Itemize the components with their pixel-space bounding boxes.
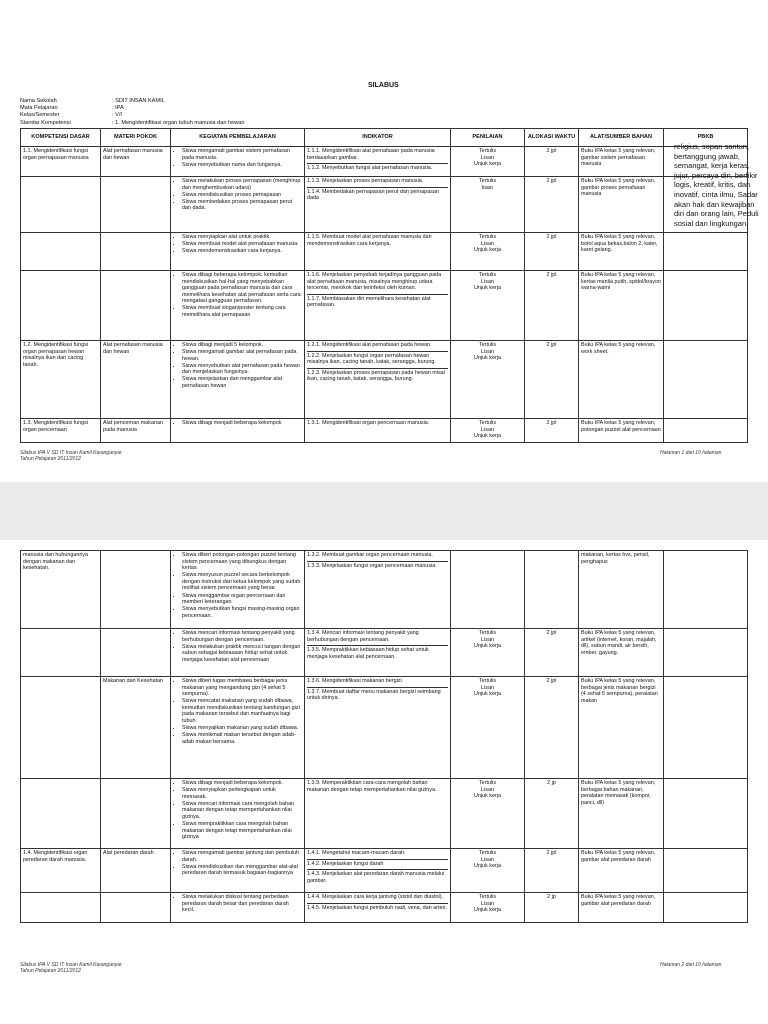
cell-materi-pokok xyxy=(101,893,171,923)
cell-alat-sumber: Buku IPA kelas 5 yang relevan, gambar sistem pernafasan manusia xyxy=(579,147,664,177)
cell-materi-pokok: Alat peredaran darah xyxy=(101,849,171,893)
cell-alokasi-waktu: 2 jpl xyxy=(525,271,579,341)
cell-penilaian xyxy=(451,147,525,177)
kegiatan-item: • Siswa diberi tugas membawa berbagai jenis makanan yang mengandung gizi (4 sehat 5 sempurna). xyxy=(182,678,302,698)
kegiatan-list xyxy=(173,678,302,745)
penilaian-item: Lisan xyxy=(481,786,494,793)
penilaian-item: Unjuk kerja xyxy=(474,433,501,440)
kegiatan-item: • Siswa menjelaskan dan menggambar alat pernafasan hewan xyxy=(182,376,302,389)
kegiatan-item: • Siswa menyebutkan fungsi masing-masing organ pencernaan. xyxy=(182,606,302,619)
kegiatan-item: • Siswa menggambar organ pencernaan dan memberi keterangan xyxy=(182,593,302,606)
penilaian-item: Tertulis xyxy=(478,234,497,240)
kegiatan-item: • Siswa mengamati gambar alat pernafasan pada hewan. xyxy=(182,349,302,362)
cell-kompetensi-dasar xyxy=(21,779,101,849)
penilaian-item: Unjuk kerja xyxy=(474,793,501,800)
penilaian-item: Lisan xyxy=(481,278,494,285)
cell-pbkb xyxy=(664,233,748,271)
indikator-item: 1.3.2. Membuat gambar organ pencernaan manusia. xyxy=(307,552,433,558)
cell-penilaian xyxy=(451,551,525,629)
cell-kegiatan xyxy=(171,233,305,271)
indikator-item: 1.3.3. Menjelaskan fungsi organ pencernaan manusia. xyxy=(307,561,448,570)
meta-row-standard xyxy=(20,120,420,127)
kegiatan-list xyxy=(173,272,302,319)
header-meta xyxy=(20,98,420,128)
indikator-item: 1.2.3. Menjelaskan proses pernapasan pada hewan misal ikan, cacing tanah, katak, serangga, burung. xyxy=(307,368,448,383)
cell-penilaian xyxy=(451,271,525,341)
meta-value: : SDIT INSAN KAMIL xyxy=(112,98,165,104)
meta-label: Kelas/Semester xyxy=(20,112,60,119)
penilaian-item: Unjuk kerja xyxy=(474,863,501,870)
cell-alat-sumber: Buku IPA kelas 5 yang relevan, botol aqua bekas,balon 2, kater, karet gelang. xyxy=(579,233,664,271)
kegiatan-item: • Siswa mendiskusikan proses pernapasan xyxy=(182,192,302,199)
kegiatan-item: • Siswa mendiskusikan dan menggambar alat-alat peredaran darah termasuk bagaian-bagiannya xyxy=(182,864,302,877)
kegiatan-item: • Siswa menyajikan makanan yang sudah dibawa. xyxy=(182,725,302,732)
indikator-item: 1.3.9. Memperaktikkan cara-cara mengolah bahan makanan dengan tetap mempertahankan nilai gizinya. xyxy=(307,780,437,793)
kegiatan-list xyxy=(173,148,302,168)
document-page-1 xyxy=(0,0,768,482)
cell-alat-sumber: Buku IPA kelas 5 yang relevan, berbagai jenis makanan bergizi (4 sehat 5 sempurna), peralatan makan xyxy=(579,677,664,779)
cell-materi-pokok xyxy=(101,629,171,677)
cell-kompetensi-dasar: 1.3. Mengidentifikasi fungsi organ pencernaan xyxy=(21,419,101,443)
penilaian-item: Tertulis xyxy=(478,850,497,856)
cell-materi-pokok: Alat pencernan makanan pada manusia xyxy=(101,419,171,443)
cell-alat-sumber: Buku IPA kelas 5 yang relevan, artikel (internet, koran, majalah, dll), sabun mandi, air bersih, ember, gayung. xyxy=(579,629,664,677)
cell-kompetensi-dasar xyxy=(21,629,101,677)
indikator-item: 1.3.6. Mengidentifikasi makanan bergizi. xyxy=(307,678,404,684)
table-row xyxy=(21,419,748,443)
meta-label: Mata Pelajaran xyxy=(20,105,58,112)
meta-row-subject xyxy=(20,105,420,112)
cell-indikator xyxy=(305,233,451,271)
footer-school: Silabus IPA V SD IT Insan Kamil Karanganyar xyxy=(20,450,122,456)
cell-penilaian xyxy=(451,419,525,443)
cell-indikator xyxy=(305,551,451,629)
cell-materi-pokok xyxy=(101,271,171,341)
table-body xyxy=(21,147,748,443)
penilaian-item: Tertulis xyxy=(478,420,497,426)
cell-pbkb xyxy=(664,629,748,677)
cell-kegiatan xyxy=(171,677,305,779)
cell-pbkb xyxy=(664,271,748,341)
penilaian-item: Tertulis xyxy=(478,342,497,348)
indikator-item: 1.3.5. Mempraktikkan kebiasaan hidup sehat untuk menjaga kesehatan alat pencernaan. xyxy=(307,645,448,660)
kegiatan-item: • Siswa mencari informasi cara mengolah bahan makanan dengan tetap mempertahankan nilai gizinya. xyxy=(182,801,302,821)
meta-row-class xyxy=(20,112,420,119)
cell-penilaian xyxy=(451,677,525,779)
column-header: MATERI POKOK xyxy=(101,129,171,147)
cell-pbkb xyxy=(664,341,748,419)
penilaian-item: Lisan xyxy=(481,684,494,691)
footer-year: Tahun Pelajaran 2011/2012 xyxy=(20,968,81,974)
kegiatan-item: • Siswa melakukan proses pernapasan (menghirup dan menghembuskan udara) xyxy=(182,178,302,191)
cell-indikator xyxy=(305,419,451,443)
kegiatan-list xyxy=(173,178,302,212)
meta-value: : IPA xyxy=(112,105,124,112)
kegiatan-item: • Siswa menyiapkan alat untuk praktik. xyxy=(182,234,302,241)
cell-kompetensi-dasar: 1.1. Mengidentifikasi fungsi organ pernapasan manusia xyxy=(21,147,101,177)
table-row xyxy=(21,551,748,629)
cell-materi-pokok xyxy=(101,779,171,849)
penilaian-item: Tertulis xyxy=(478,148,497,154)
column-header: KEGIATAN PEMBELAJARAN xyxy=(171,129,305,147)
cell-materi-pokok: Alat pernafasan manusia dan hewan xyxy=(101,147,171,177)
cell-kegiatan xyxy=(171,419,305,443)
meta-row-school xyxy=(20,98,420,105)
cell-pbkb xyxy=(664,419,748,443)
cell-indikator xyxy=(305,779,451,849)
indikator-item: 1.2.2. Menjelaskan fungsi organ pernafasan hewan misalnya ikan, cacing tanah, katak, serangga, burung. xyxy=(307,351,448,366)
indikator-item: 1.4.1. Mengetahui macam-macam darah. xyxy=(307,850,406,856)
indikator-item: 1.1.1. Mengidentifikasi alat pernafasan pada manusia berdasarkan gambar. xyxy=(307,148,435,161)
table-header-row xyxy=(21,129,748,147)
kegiatan-list xyxy=(173,780,302,841)
cell-penilaian xyxy=(451,629,525,677)
kegiatan-item: • Siswa membuat model alat pernafasan manusia. xyxy=(182,241,302,248)
kegiatan-item: • Siswa mengamati gambar sistem pernafasan pada manusia. xyxy=(182,148,302,161)
kegiatan-item: • Siswa dibagi menjadi beberapa kelompok. xyxy=(182,780,302,787)
cell-kompetensi-dasar xyxy=(21,177,101,233)
kegiatan-item: • Siswa dibagi beberapa kelompok, kemudian mendiskusikan hal-hal yang menyebabkan gangguan pada pernafasan manusia dan cara memelihara kesehatan alat pernafasan serta cara mengatasi gangguan pernafasan. xyxy=(182,272,302,305)
cell-alokasi-waktu xyxy=(525,551,579,629)
cell-alat-sumber: Buku IPA kelas 5 yang relevan, potongan puzzel alat pencernaan xyxy=(579,419,664,443)
footer-left xyxy=(20,962,122,974)
penilaian-item: Tertulis xyxy=(478,678,497,684)
cell-alat-sumber: Buku IPA kelas 5 yang relevan, gambar proses pernafasan manusia xyxy=(579,177,664,233)
penilaian-item: Lisan xyxy=(481,426,494,433)
kegiatan-item: • Siswa mengamati gambar jantung dan pembuluh darah. xyxy=(182,850,302,863)
table-row xyxy=(21,271,748,341)
cell-alokasi-waktu: 2 jpl xyxy=(525,233,579,271)
column-header: INDIKATOR xyxy=(305,129,451,147)
cell-materi-pokok xyxy=(101,177,171,233)
kegiatan-item: • Siswa membuat slogan/poster tentang cara memelihara alat pernapasan xyxy=(182,305,302,318)
column-header: ALAT/SUMBER BAHAN xyxy=(579,129,664,147)
cell-alat-sumber: Buku IPA kelas 5 yang relevan, gambar alat peredaran darah xyxy=(579,893,664,923)
indikator-item: 1.1.2. Menyebutkan fungsi alat pernafasan manusia. xyxy=(307,163,448,172)
cell-pbkb xyxy=(664,849,748,893)
kegiatan-list xyxy=(173,552,302,619)
indikator-item: 1.4.5. Menjelaskan fungsi pembuluh nadi, vena, dan arteri. xyxy=(307,904,447,911)
penilaian-item: Tertulis xyxy=(478,780,497,786)
pbkb-text: religius, sopan santun, bertanggung jawab, semangat, kerja keras, jujur, percaya diri, berfikir logis, kreatif, kritis, dan inovatif, cinta ilmu, Sadar akan hak dan kewajiban diri dan orang lain, Peduli sosial dan lingkungan. xyxy=(674,142,759,228)
penilaian-item: Lisan xyxy=(481,348,494,355)
indikator-item: 1.3.7. Membuat daftar menu makanan bergizi seimbang untuk dirinya. xyxy=(307,687,448,702)
cell-materi-pokok xyxy=(101,233,171,271)
cell-materi-pokok xyxy=(101,551,171,629)
cell-alokasi-waktu: 2 jpl xyxy=(525,341,579,419)
cell-kegiatan xyxy=(171,893,305,923)
column-header: ALOKASI WAKTU xyxy=(525,129,579,147)
table-row xyxy=(21,893,748,923)
footer-year: Tahun Pelajaran 2011/2012 xyxy=(20,456,81,462)
table-row xyxy=(21,779,748,849)
cell-kompetensi-dasar xyxy=(21,271,101,341)
cell-penilaian xyxy=(451,893,525,923)
penilaian-item: Unjuk kerja xyxy=(474,907,501,914)
cell-indikator xyxy=(305,629,451,677)
penilaian-item: Unjuk kerja xyxy=(474,285,501,292)
document-page-2 xyxy=(0,540,768,1024)
cell-alat-sumber: Buku IPA kelas 5 yang relevan, gambar alat peredaran darah xyxy=(579,849,664,893)
cell-kegiatan xyxy=(171,147,305,177)
indikator-item: 1.4.4. Menjelaskan cara kerja jantung (sistol dan diastol). xyxy=(307,894,444,900)
kegiatan-item: • Siswa mempraktikkan cara mengolah bahan makanan dengan tetap mempertahankan nilai gizinya xyxy=(182,821,302,841)
cell-alokasi-waktu: 2 jpl xyxy=(525,677,579,779)
cell-alat-sumber: Buku IPA kelas 5 yang relevan, work sheet. xyxy=(579,341,664,419)
table-body xyxy=(21,551,748,923)
penilaian-item: Tertulis xyxy=(478,178,497,184)
kegiatan-list xyxy=(173,420,302,427)
syllabus-table-page-1 xyxy=(20,128,748,443)
cell-alokasi-waktu: 2 jpl xyxy=(525,177,579,233)
cell-pbkb xyxy=(664,551,748,629)
table-row xyxy=(21,341,748,419)
meta-value: : 1. Mengidentifikasi organ tubuh manusia dan hewan xyxy=(112,119,245,126)
page-title: SILABUS xyxy=(368,82,399,89)
cell-kegiatan xyxy=(171,779,305,849)
table-row xyxy=(21,233,748,271)
cell-penilaian xyxy=(451,779,525,849)
penilaian-item: Unjuk kerja xyxy=(474,161,501,168)
indikator-item: 1.3.4. Mencari informasi tentang penyakit yang berhubungan dengan pencernaan. xyxy=(307,630,419,643)
footer-page-number: Halaman 2 dari 10 halaman xyxy=(660,962,722,968)
meta-label: Standar Kompetensi xyxy=(20,119,71,126)
kegiatan-item: • Siswa menikmati makan tersebut dengan adab-adab makan bersama. xyxy=(182,732,302,745)
footer-page-number: Halaman 1 dari 10 halaman xyxy=(660,450,722,456)
kegiatan-list xyxy=(173,850,302,877)
penilaian-item: Tertulis xyxy=(478,272,497,278)
cell-alokasi-waktu: 2 jp xyxy=(525,779,579,849)
kegiatan-list xyxy=(173,894,302,914)
column-header: PENILAIAN xyxy=(451,129,525,147)
penilaian-item: Unjuk kerja xyxy=(474,247,501,254)
cell-alokasi-waktu: 2 jpl xyxy=(525,629,579,677)
kegiatan-list xyxy=(173,630,302,663)
cell-kompetensi-dasar xyxy=(21,893,101,923)
indikator-item: 1.1.5. Membuat model alat pernafasan manusia dan mendemonstrasikan cara kerjanya. xyxy=(307,234,432,247)
penilaian-item: Lisan xyxy=(481,856,494,863)
penilaian-item: lisan xyxy=(481,184,494,191)
kegiatan-item: • Siswa membedakan proses pernapasan perut dan dada. xyxy=(182,199,302,212)
indikator-item: 1.1.3. Menjelaskan proses pernapasan manusia. xyxy=(307,178,424,184)
cell-alokasi-waktu: 2 jp xyxy=(525,893,579,923)
indikator-item: 1.1.7. Membiasakan diri memelihara kesehatan alat pernafasan. xyxy=(307,294,448,309)
cell-alokasi-waktu: 2 jpl xyxy=(525,849,579,893)
indikator-item: 1.2.1. Mengidentifikasi alat pernafasan pada hewan. xyxy=(307,342,432,348)
kegiatan-item: • Siswa menyebutkan alat pernafasan pada hewan dan menjelaskan fungsinya. xyxy=(182,363,302,376)
penilaian-item: Lisan xyxy=(481,154,494,161)
cell-penilaian xyxy=(451,177,525,233)
cell-kegiatan xyxy=(171,177,305,233)
cell-kompetensi-dasar: manusia dan hubungannya dengan makanan dan kesehatan. xyxy=(21,551,101,629)
cell-pbkb xyxy=(664,779,748,849)
cell-materi-pokok: Makanan dan Kesehatan xyxy=(101,677,171,779)
footer-school: Silabus IPA V SD IT Insan Kamil Karanganyar xyxy=(20,962,122,968)
cell-indikator xyxy=(305,341,451,419)
penilaian-item: Unjuk kerja xyxy=(474,355,501,362)
kegiatan-item: • Siswa dibagi menjadi beberapa kelompok xyxy=(182,420,302,427)
footer-left xyxy=(20,450,122,462)
kegiatan-item: • Siswa melakukan diskusi tentang perbedaan peredaran darah besar dan peredaran darah kecil. xyxy=(182,894,302,914)
cell-indikator xyxy=(305,677,451,779)
indikator-item: 1.3.1. Mengidentifikasi organ pencernaan manusia. xyxy=(307,420,430,426)
cell-pbkb xyxy=(664,893,748,923)
cell-indikator xyxy=(305,893,451,923)
cell-kompetensi-dasar: 1.4. Mengidentifikasi organ peredaran darah manusia. xyxy=(21,849,101,893)
cell-penilaian xyxy=(451,849,525,893)
indikator-item: 1.4.2. Menjelaskan fungsi darah xyxy=(307,859,448,868)
penilaian-item: Tertulis xyxy=(478,894,497,900)
cell-alokasi-waktu: 2 jpl xyxy=(525,147,579,177)
cell-alat-sumber: Buku IPA kelas 5 yang relevan, kertas manila putih, spidol/krayon warna-warni xyxy=(579,271,664,341)
kegiatan-item: • Siswa mencari informasi tentang penyakit yang berhubungan dengan pencernaan. xyxy=(182,630,302,643)
cell-kompetensi-dasar xyxy=(21,233,101,271)
cell-materi-pokok: Alat pernafasan manusia dan hewan xyxy=(101,341,171,419)
cell-kegiatan xyxy=(171,341,305,419)
cell-indikator xyxy=(305,177,451,233)
meta-label: Nama Sekolah xyxy=(20,98,57,104)
indikator-item: 1.4.3. Menjelaskan alat peredaran darah manusia melalui gambar. xyxy=(307,869,448,884)
cell-kegiatan xyxy=(171,849,305,893)
kegiatan-item: • Siswa diberi potongan-potongan puzzel tentang sistem pencernaan yang dibungkus dengan kertas xyxy=(182,552,302,572)
column-header: PBKB xyxy=(664,129,748,147)
cell-kegiatan xyxy=(171,271,305,341)
cell-indikator xyxy=(305,271,451,341)
cell-kompetensi-dasar: 1.2. Mengidentifikasi fungsi organ pernapasan hewan misalnya ikan dan cacing tanah. xyxy=(21,341,101,419)
cell-alokasi-waktu: 2 jpl xyxy=(525,419,579,443)
kegiatan-item: • Siswa menyiapkan perlengkapan untuk memasak. xyxy=(182,787,302,800)
kegiatan-list xyxy=(173,342,302,390)
cell-kompetensi-dasar xyxy=(21,677,101,779)
kegiatan-item: • Siswa mendemonstrasikan cara kerjanya. xyxy=(182,248,302,255)
kegiatan-item: • Siswa dibagi menjadi 5 kelompok. xyxy=(182,342,302,349)
column-header: KOMPETENSI DASAR xyxy=(21,129,101,147)
cell-alat-sumber: makanan, kertas hvs, pensil, penghapus xyxy=(579,551,664,629)
meta-value: : V/I xyxy=(112,112,122,119)
cell-penilaian xyxy=(451,233,525,271)
cell-penilaian xyxy=(451,341,525,419)
table-row xyxy=(21,147,748,177)
kegiatan-item: • Siswa melakukan praktik mencuci tangan dengan sabun sebagai kebiasaan hidup sehat untuk menjaga kesehatan alat pencernaan xyxy=(182,644,302,664)
penilaian-item: Unjuk kerja xyxy=(474,643,501,650)
penilaian-item: Lisan xyxy=(481,636,494,643)
cell-alat-sumber: Buku IPA kelas 5 yang relevan, berbagai bahan makanan, peralatan memasak (kompor, panci, dll) xyxy=(579,779,664,849)
penilaian-item: Tertulis xyxy=(478,630,497,636)
cell-indikator xyxy=(305,849,451,893)
cell-kegiatan xyxy=(171,629,305,677)
indikator-item: 1.1.4. Membedakan pernapasan perut dan pernapasan dada xyxy=(307,187,448,202)
kegiatan-item: • Siswa mencatat makanan yang sudah dibawa, kemudian mendiskusikan tentang kandungan gizi pada makanan tersebut dan manfaatnya bagi tubuh. xyxy=(182,698,302,724)
table-row xyxy=(21,177,748,233)
syllabus-table-page-2 xyxy=(20,550,748,923)
table-row xyxy=(21,677,748,779)
kegiatan-item: • Siswa menyebutkan nama dan fungsinya. xyxy=(182,162,302,169)
penilaian-item: Lisan xyxy=(481,900,494,907)
cell-pbkb xyxy=(664,677,748,779)
penilaian-item: Unjuk kerja xyxy=(474,691,501,698)
table-row xyxy=(21,849,748,893)
kegiatan-list xyxy=(173,234,302,255)
indikator-item: 1.1.6. Menjelaskan penyebab terjadinya gangguan pada alat pernafasan manusia, misalnya menghirup udara tercemar, merokok dan terinfeksi oleh kuman. xyxy=(307,272,442,292)
kegiatan-item: • Siswa menyusun puzzel secara berkelompok dengan instruksi dari ketua kelompok yang sudah melihat sistem pencernaan yang benar. xyxy=(182,572,302,592)
cell-indikator xyxy=(305,147,451,177)
cell-kegiatan xyxy=(171,551,305,629)
penilaian-item: Lisan xyxy=(481,240,494,247)
table-row xyxy=(21,629,748,677)
